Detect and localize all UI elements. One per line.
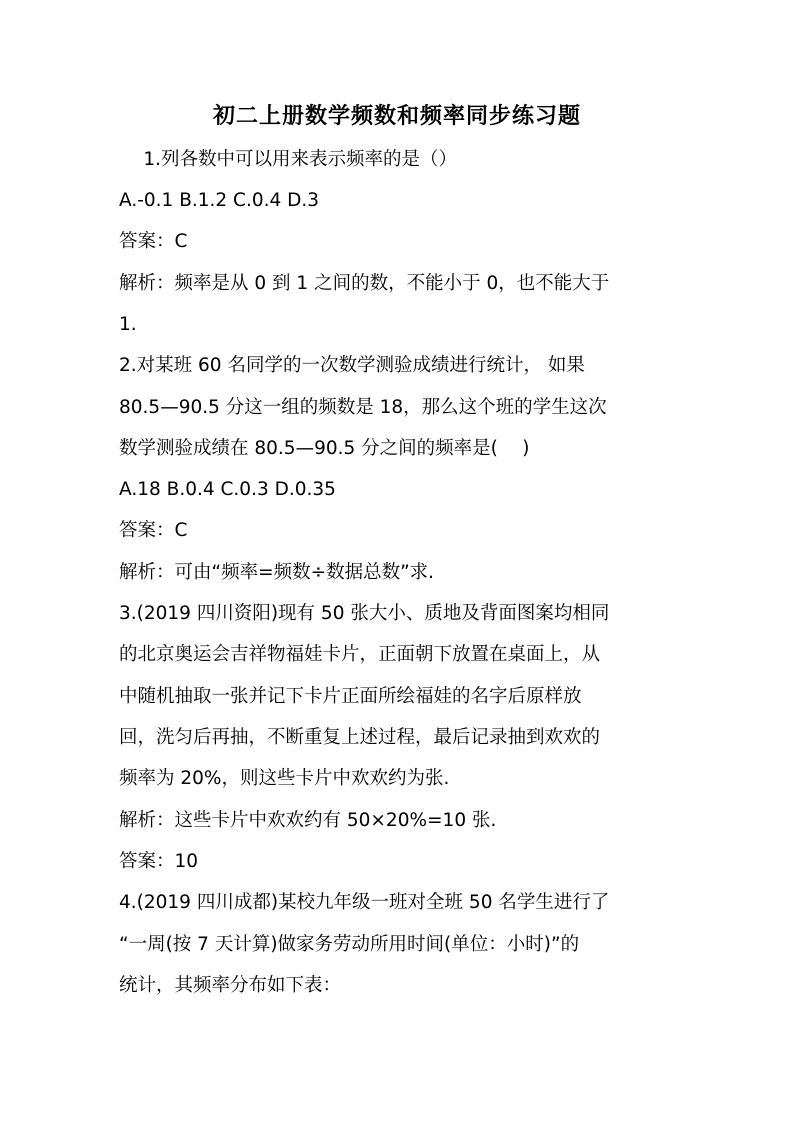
question-3-text-cont-4: 频率为 20%，则这些卡片中欢欢约为张. xyxy=(119,768,450,789)
question-2-options: A.18 B.0.4 C.0.3 D.0.35 xyxy=(119,479,336,500)
question-4-text-cont-1: “一周(按 7 天计算)做家务劳动所用时间(单位：小时)”的 xyxy=(119,934,580,955)
question-2-text: 2.对某班 60 名同学的一次数学测验成绩进行统计， 如果 xyxy=(119,355,585,376)
question-3-text: 3.(2019 四川资阳)现有 50 张大小、质地及背面图案均相同 xyxy=(119,603,610,624)
question-2-text-cont-1: 80.5—90.5 分这一组的频数是 18，那么这个班的学生这次 xyxy=(119,397,607,418)
question-1-explanation-cont: 1. xyxy=(119,314,137,335)
question-4-text-cont-2: 统计，其频率分布如下表： xyxy=(119,975,342,996)
question-1-answer: 答案：C xyxy=(119,231,188,252)
question-3-text-cont-1: 的北京奥运会吉祥物福娃卡片，正面朝下放置在桌面上，从 xyxy=(119,644,601,665)
question-3-text-cont-2: 中随机抽取一张并记下卡片正面所绘福娃的名字后原样放 xyxy=(119,686,582,707)
question-2-text-cont-2: 数学测验成绩在 80.5—90.5 分之间的频率是( ) xyxy=(119,438,530,459)
question-3-explanation: 解析：这些卡片中欢欢约有 50×20%=10 张. xyxy=(119,810,497,831)
question-1-text: 1.列各数中可以用来表示频率的是（） xyxy=(119,149,458,170)
question-1-explanation: 解析：频率是从 0 到 1 之间的数，不能小于 0，也不能大于 xyxy=(119,273,610,294)
question-2-explanation: 解析：可由“频率=频数÷数据总数”求. xyxy=(119,562,435,583)
question-2-answer: 答案：C xyxy=(119,520,188,541)
document-title: 初二上册数学频数和频率同步练习题 xyxy=(212,103,581,129)
question-3-answer: 答案：10 xyxy=(119,851,199,872)
question-3-text-cont-3: 回，洗匀后再抽，不断重复上述过程，最后记录抽到欢欢的 xyxy=(119,727,601,748)
question-4-text: 4.(2019 四川成都)某校九年级一班对全班 50 名学生进行了 xyxy=(119,892,610,913)
question-1-options: A.-0.1 B.1.2 C.0.4 D.3 xyxy=(119,190,320,211)
